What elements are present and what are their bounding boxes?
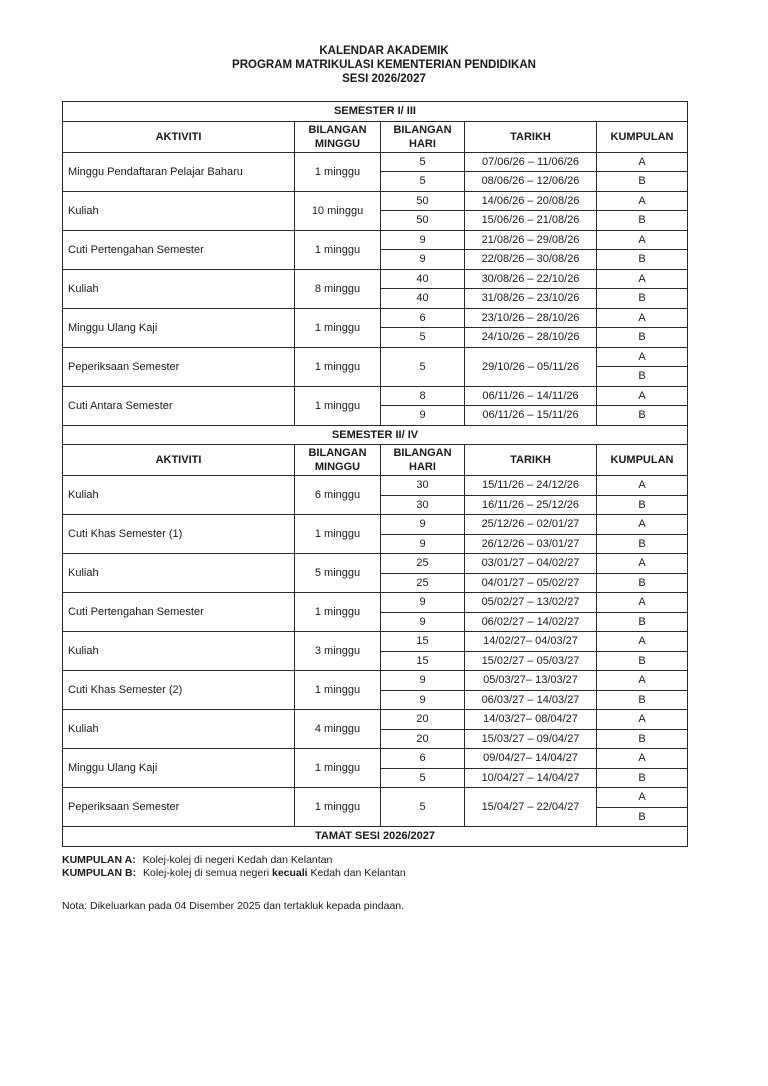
activity-group: B: [597, 573, 688, 593]
activity-days: 5: [381, 768, 465, 788]
activity-weeks: 1 minggu: [295, 593, 381, 632]
activity-weeks: 3 minggu: [295, 632, 381, 671]
activity-name: Minggu Ulang Kaji: [63, 308, 295, 347]
table-row: [63, 632, 688, 652]
header-minggu: [295, 121, 381, 152]
header-hari: [381, 445, 465, 476]
header-minggu-line1: BILANGAN: [308, 123, 367, 136]
doc-subtitle: PROGRAM MATRIKULASI KEMENTERIAN PENDIDIKAN: [232, 59, 536, 71]
activity-days: 9: [381, 406, 465, 426]
activity-date: 14/06/26 – 20/08/26: [465, 191, 597, 211]
table-row: [63, 554, 688, 574]
activity-name: Minggu Pendaftaran Pelajar Baharu: [63, 152, 295, 191]
table-row: [63, 269, 688, 289]
legend-a-text: Kolej-kolej di negeri Kedah dan Kelantan: [142, 854, 333, 866]
activity-date: 08/06/26 – 12/06/26: [465, 172, 597, 192]
activity-name: Minggu Ulang Kaji: [63, 749, 295, 788]
activity-date: 06/03/27 – 14/03/27: [465, 690, 597, 710]
semester-title: SEMESTER I/ III: [63, 102, 688, 122]
activity-group: B: [597, 690, 688, 710]
activity-date: 25/12/26 – 02/01/27: [465, 515, 597, 535]
activity-group: B: [597, 289, 688, 309]
activity-group: B: [597, 367, 688, 387]
activity-days: 5: [381, 152, 465, 172]
legend-group-a: KUMPULAN A: Kolej-kolej di negeri Kedah dan Kelantan: [62, 854, 333, 866]
activity-date: 15/04/27 – 22/04/27: [465, 788, 597, 827]
activity-group: A: [597, 554, 688, 574]
table-row: [63, 671, 688, 691]
activity-days: 40: [381, 289, 465, 309]
header-minggu: [295, 445, 381, 476]
activity-name: Kuliah: [63, 269, 295, 308]
activity-days: 9: [381, 593, 465, 613]
header-hari-line2: HARI: [409, 137, 436, 150]
activity-weeks: 1 minggu: [295, 347, 381, 386]
activity-group: B: [597, 612, 688, 632]
activity-date: 04/01/27 – 05/02/27: [465, 573, 597, 593]
activity-days: 25: [381, 554, 465, 574]
activity-days: 20: [381, 710, 465, 730]
activity-name: Cuti Khas Semester (2): [63, 671, 295, 710]
activity-group: A: [597, 593, 688, 613]
activity-weeks: 1 minggu: [295, 386, 381, 425]
activity-days: 30: [381, 495, 465, 515]
activity-days: 9: [381, 230, 465, 250]
activity-date: 30/08/26 – 22/10/26: [465, 269, 597, 289]
activity-date: 05/03/27– 13/03/27: [465, 671, 597, 691]
activity-group: A: [597, 476, 688, 496]
activity-date: 05/02/27 – 13/02/27: [465, 593, 597, 613]
activity-group: A: [597, 386, 688, 406]
activity-group: A: [597, 632, 688, 652]
semester-title: SEMESTER II/ IV: [63, 425, 688, 445]
activity-group: B: [597, 406, 688, 426]
activity-group: B: [597, 495, 688, 515]
activity-days: 8: [381, 386, 465, 406]
table-row: [63, 347, 688, 367]
header-hari-line1: BILANGAN: [393, 447, 452, 459]
activity-group: A: [597, 749, 688, 769]
header-tarikh: TARIKH: [465, 121, 597, 152]
activity-weeks: 8 minggu: [295, 269, 381, 308]
activity-group: B: [597, 250, 688, 270]
activity-date: 07/06/26 – 11/06/26: [465, 152, 597, 172]
activity-group: A: [597, 515, 688, 535]
activity-weeks: 1 minggu: [295, 152, 381, 191]
activity-name: Peperiksaan Semester: [63, 788, 295, 827]
activity-days: 15: [381, 651, 465, 671]
activity-days: 30: [381, 476, 465, 496]
activity-date: 06/02/27 – 14/02/27: [465, 612, 597, 632]
activity-group: A: [597, 230, 688, 250]
doc-title: KALENDAR AKADEMIK: [319, 45, 449, 57]
legend-a-label: KUMPULAN A: [62, 854, 133, 866]
activity-weeks: 4 minggu: [295, 710, 381, 749]
activity-date: 09/04/27– 14/04/27: [465, 749, 597, 769]
activity-days: 9: [381, 534, 465, 554]
activity-group: A: [597, 152, 688, 172]
legend-group-b: KUMPULAN B: Kolej-kolej di semua negeri kecuali Kedah dan Kelantan: [62, 867, 406, 879]
activity-weeks: 1 minggu: [295, 749, 381, 788]
header-row: [63, 445, 688, 476]
activity-group: B: [597, 328, 688, 348]
activity-date: 15/11/26 – 24/12/26: [465, 476, 597, 496]
activity-date: 21/08/26 – 29/08/26: [465, 230, 597, 250]
activity-days: 50: [381, 191, 465, 211]
table-row: [63, 476, 688, 496]
activity-days: 9: [381, 250, 465, 270]
end-session-row: [63, 827, 688, 847]
table-row: [63, 152, 688, 172]
activity-name: Kuliah: [63, 476, 295, 515]
activity-days: 15: [381, 632, 465, 652]
activity-group: B: [597, 807, 688, 827]
semester-title: TAMAT SESI 2026/2027: [63, 827, 688, 847]
table-row: [63, 593, 688, 613]
table-row: [63, 710, 688, 730]
activity-group: B: [597, 211, 688, 231]
activity-weeks: 5 minggu: [295, 554, 381, 593]
activity-date: 24/10/26 – 28/10/26: [465, 328, 597, 348]
activity-days: 25: [381, 573, 465, 593]
activity-days: 6: [381, 308, 465, 328]
header-kumpulan: KUMPULAN: [597, 445, 688, 476]
activity-weeks: 1 minggu: [295, 308, 381, 347]
activity-days: 20: [381, 729, 465, 749]
activity-days: 9: [381, 690, 465, 710]
header-hari: [381, 121, 465, 152]
activity-name: Peperiksaan Semester: [63, 347, 295, 386]
activity-name: Kuliah: [63, 554, 295, 593]
activity-weeks: 6 minggu: [295, 476, 381, 515]
header-hari-line2: HARI: [409, 461, 436, 473]
activity-name: Kuliah: [63, 632, 295, 671]
activity-days: 9: [381, 515, 465, 535]
activity-group: A: [597, 671, 688, 691]
activity-date: 26/12/26 – 03/01/27: [465, 534, 597, 554]
activity-date: 16/11/26 – 25/12/26: [465, 495, 597, 515]
activity-date: 29/10/26 – 05/11/26: [465, 347, 597, 386]
activity-date: 22/08/26 – 30/08/26: [465, 250, 597, 270]
activity-date: 15/03/27 – 09/04/27: [465, 729, 597, 749]
activity-date: 23/10/26 – 28/10/26: [465, 308, 597, 328]
activity-date: 03/01/27 – 04/02/27: [465, 554, 597, 574]
activity-date: 31/08/26 – 23/10/26: [465, 289, 597, 309]
activity-group: B: [597, 651, 688, 671]
activity-name: Cuti Pertengahan Semester: [63, 230, 295, 269]
activity-weeks: 10 minggu: [295, 191, 381, 230]
table-row: [63, 386, 688, 406]
legend-b-text-bold: kecuali: [271, 867, 308, 879]
activity-days: 5: [381, 172, 465, 192]
header-aktiviti: AKTIVITI: [63, 445, 295, 476]
header-row: [63, 121, 688, 152]
table-row: [63, 191, 688, 211]
calendar-table: [62, 101, 688, 847]
activity-date: 10/04/27 – 14/04/27: [465, 768, 597, 788]
table-row: [63, 749, 688, 769]
activity-name: Cuti Pertengahan Semester: [63, 593, 295, 632]
activity-days: 5: [381, 328, 465, 348]
header-tarikh: TARIKH: [465, 445, 597, 476]
activity-group: A: [597, 788, 688, 808]
activity-date: 15/06/26 – 21/08/26: [465, 211, 597, 231]
activity-days: 9: [381, 671, 465, 691]
table-row: [63, 515, 688, 535]
activity-date: 06/11/26 – 14/11/26: [465, 386, 597, 406]
header-aktiviti: AKTIVITI: [63, 121, 295, 152]
table-row: [63, 788, 688, 808]
doc-session: SESI 2026/2027: [342, 73, 426, 85]
activity-date: 14/02/27– 04/03/27: [465, 632, 597, 652]
activity-name: Kuliah: [63, 191, 295, 230]
activity-weeks: 1 minggu: [295, 671, 381, 710]
activity-weeks: 1 minggu: [295, 788, 381, 827]
activity-days: 5: [381, 788, 465, 827]
activity-days: 9: [381, 612, 465, 632]
header-minggu-line1: BILANGAN: [308, 447, 367, 459]
activity-group: A: [597, 191, 688, 211]
table-row: [63, 230, 688, 250]
activity-group: B: [597, 534, 688, 554]
activity-group: A: [597, 269, 688, 289]
legend-b-text-pre: Kolej-kolej di semua negeri: [143, 867, 272, 879]
activity-date: 15/02/27 – 05/03/27: [465, 651, 597, 671]
table-row: [63, 308, 688, 328]
activity-name: Kuliah: [63, 710, 295, 749]
activity-group: A: [597, 710, 688, 730]
issue-note: Nota: Dikeluarkan pada 04 Disember 2025 dan tertakluk kepada pindaan.: [62, 900, 405, 912]
activity-date: 06/11/26 – 15/11/26: [465, 406, 597, 426]
semester-title-row: [63, 425, 688, 445]
header-minggu-line2: MINGGU: [314, 461, 361, 473]
activity-days: 6: [381, 749, 465, 769]
activity-days: 50: [381, 211, 465, 231]
activity-weeks: 1 minggu: [295, 230, 381, 269]
activity-group: B: [597, 729, 688, 749]
activity-group: A: [597, 347, 688, 367]
activity-name: Cuti Khas Semester (1): [63, 515, 295, 554]
activity-days: 5: [381, 347, 465, 386]
header-hari-line1: BILANGAN: [393, 123, 452, 136]
legend-b-text-post: Kedah dan Kelantan: [307, 867, 406, 879]
activity-group: B: [597, 172, 688, 192]
activity-date: 14/03/27– 08/04/27: [465, 710, 597, 730]
header-kumpulan: KUMPULAN: [597, 121, 688, 152]
activity-days: 40: [381, 269, 465, 289]
legend-b-label: KUMPULAN B: [62, 867, 133, 879]
activity-name: Cuti Antara Semester: [63, 386, 295, 425]
activity-group: B: [597, 768, 688, 788]
activity-group: A: [597, 308, 688, 328]
header-minggu-line2: MINGGU: [314, 137, 361, 150]
activity-weeks: 1 minggu: [295, 515, 381, 554]
semester-title-row: [63, 102, 688, 122]
